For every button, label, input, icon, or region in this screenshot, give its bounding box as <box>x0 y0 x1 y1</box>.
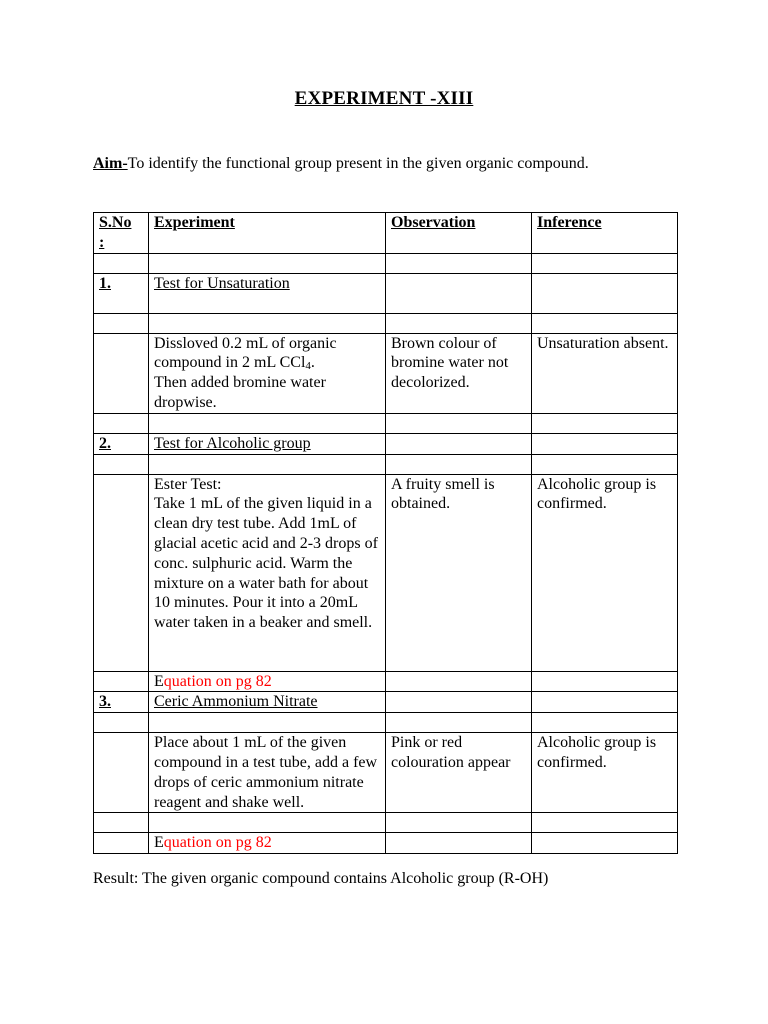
aim-label: Aim- <box>93 155 128 172</box>
test2-observation: A fruity smell is obtained. <box>386 474 532 671</box>
test2-title-row <box>94 433 678 454</box>
aim-text: To identify the functional group present in the given organic compound. <box>127 155 589 172</box>
test2-equation-row <box>94 671 678 692</box>
spacer-row <box>94 713 678 733</box>
test1-title-row <box>94 273 678 313</box>
header-observation: Observation <box>386 213 532 254</box>
test2-inference: Alcoholic group is confirmed. <box>532 474 678 671</box>
test3-title-row <box>94 692 678 713</box>
test2-detail-row <box>94 474 678 671</box>
spacer-row <box>94 313 678 333</box>
spacer-row <box>94 413 678 433</box>
test3-number: 3. <box>94 692 149 713</box>
experiment-title: EXPERIMENT -XIII <box>294 88 474 109</box>
header-row <box>94 213 678 254</box>
test1-number: 1. <box>94 273 149 313</box>
spacer-row <box>94 253 678 273</box>
test3-equation-note: Equation on pg 82 <box>149 833 386 854</box>
test1-inference: Unsaturation absent. <box>532 333 678 413</box>
test1-procedure: Dissloved 0.2 mL of organic compound in 2 mL CCl$_4$. Then added bromine water dropwise. <box>149 333 386 413</box>
test3-name: Ceric Ammonium Nitrate <box>149 692 386 713</box>
header-experiment: Experiment <box>149 213 386 254</box>
test3-detail-row <box>94 733 678 813</box>
test3-inference: Alcoholic group is confirmed. <box>532 733 678 813</box>
header-sno: S.No : <box>94 213 149 254</box>
test1-name: Test for Unsaturation <box>149 273 386 313</box>
result-statement: Result: The given organic compound contains Alcoholic group (R-OH) <box>93 870 549 887</box>
test1-detail-row <box>94 333 678 413</box>
test3-equation-row <box>94 833 678 854</box>
test1-observation: Brown colour of bromine water not decolorized. <box>386 333 532 413</box>
test2-equation-note: Equation on pg 82 <box>149 671 386 692</box>
test3-observation: Pink or red colouration appear <box>386 733 532 813</box>
test2-procedure: Ester Test: Take 1 mL of the given liquid in a clean dry test tube. Add 1mL of glacial acetic acid and 2-3 drops of conc. sulphuric acid. Warm the mixture on a water bath for about 10 minutes. Pour it into a 20mL water taken in a beaker and smell. <box>149 474 386 671</box>
experiment-table <box>93 212 678 854</box>
spacer-row <box>94 454 678 474</box>
test2-name: Test for Alcoholic group <box>149 433 386 454</box>
spacer-row <box>94 813 678 833</box>
test2-number: 2. <box>94 433 149 454</box>
header-inference: Inference <box>532 213 678 254</box>
test3-procedure: Place about 1 mL of the given compound in a test tube, add a few drops of ceric ammonium nitrate reagent and shake well. <box>149 733 386 813</box>
aim-statement <box>93 155 589 173</box>
